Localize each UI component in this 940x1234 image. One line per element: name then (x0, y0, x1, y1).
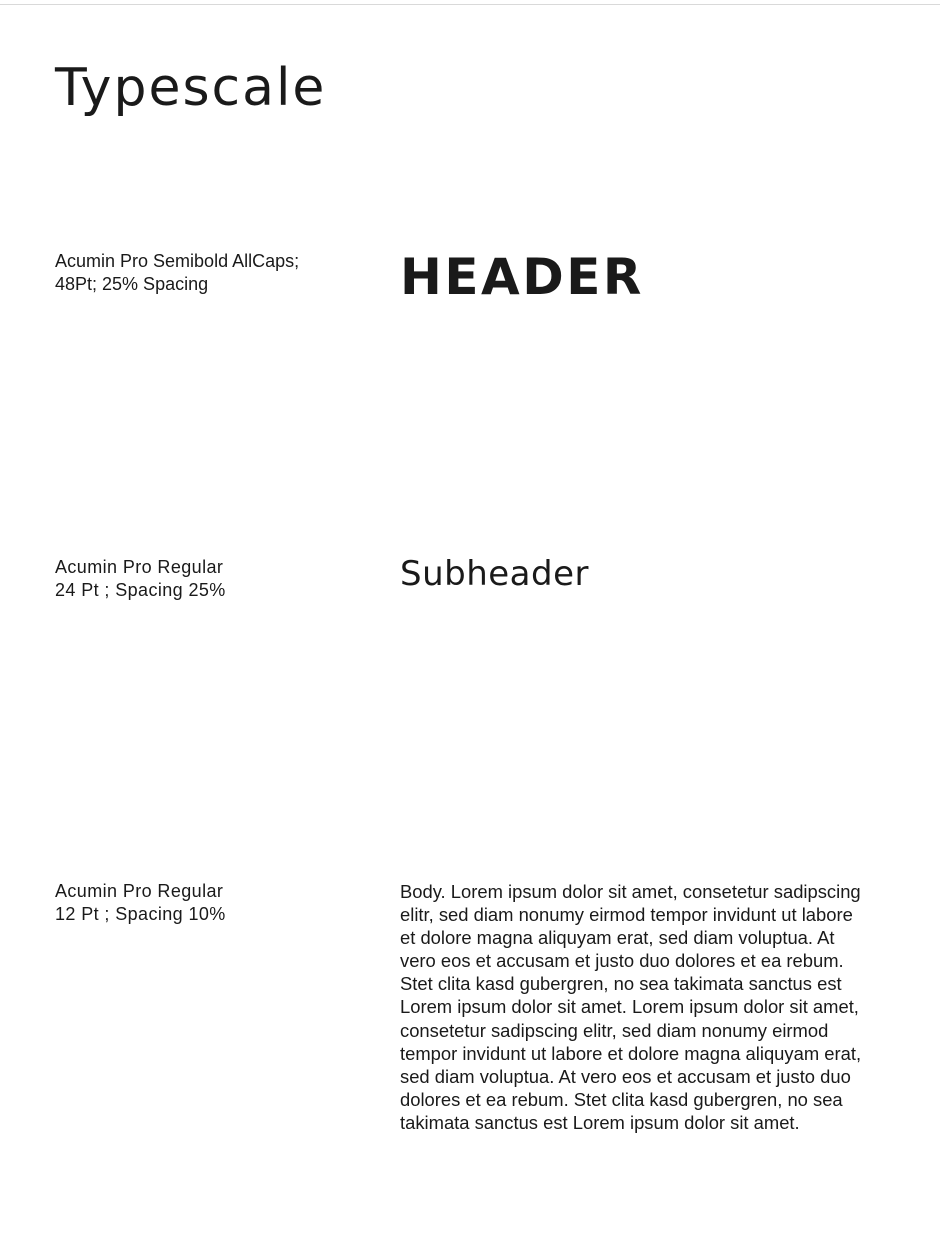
body-sample-line: Lorem ipsum dolor sit amet. Lorem ipsum dolor sit amet, (400, 996, 859, 1018)
subheader-style-spec (55, 556, 355, 602)
header-spec-font: Acumin Pro Semibold AllCaps; (55, 251, 300, 271)
body-spec-size: 12 Pt ; Spacing 10% (55, 904, 226, 924)
body-sample-line: elitr, sed diam nonumy eirmod tempor invidunt ut labore (400, 904, 853, 926)
subheader-spec-font: Acumin Pro Regular (55, 557, 224, 577)
body-sample-line: Body. Lorem ipsum dolor sit amet, consetetur sadipscing (400, 881, 861, 902)
subheader-sample: Subheader (400, 554, 589, 594)
body-style-spec (55, 880, 355, 926)
header-style-spec (55, 250, 355, 296)
body-spec-font: Acumin Pro Regular (55, 881, 224, 901)
header-sample: HEADER (400, 248, 644, 306)
body-sample-line: consetetur sadipscing elitr, sed diam nonumy eirmod (400, 1019, 829, 1041)
page-title: Typescale (55, 58, 327, 118)
body-sample-line: Stet clita kasd gubergren, no sea takimata sanctus est (400, 973, 842, 995)
body-sample-line: et dolore magna aliquyam erat, sed diam voluptua. At (400, 927, 835, 949)
top-divider (0, 4, 940, 5)
body-sample (400, 880, 890, 1134)
body-sample-line: tempor invidunt ut labore et dolore magna aliquyam erat, (400, 1042, 862, 1064)
subheader-spec-size: 24 Pt ; Spacing 25% (55, 580, 226, 600)
body-sample-line: takimata sanctus est Lorem ipsum dolor sit amet. (400, 1111, 800, 1133)
body-sample-line: sed diam voluptua. At vero eos et accusam et justo duo (400, 1065, 851, 1087)
body-sample-line: vero eos et accusam et justo duo dolores et ea rebum. (400, 950, 844, 972)
header-spec-size: 48Pt; 25% Spacing (55, 274, 209, 294)
body-sample-line: dolores et ea rebum. Stet clita kasd gubergren, no sea (400, 1088, 843, 1110)
